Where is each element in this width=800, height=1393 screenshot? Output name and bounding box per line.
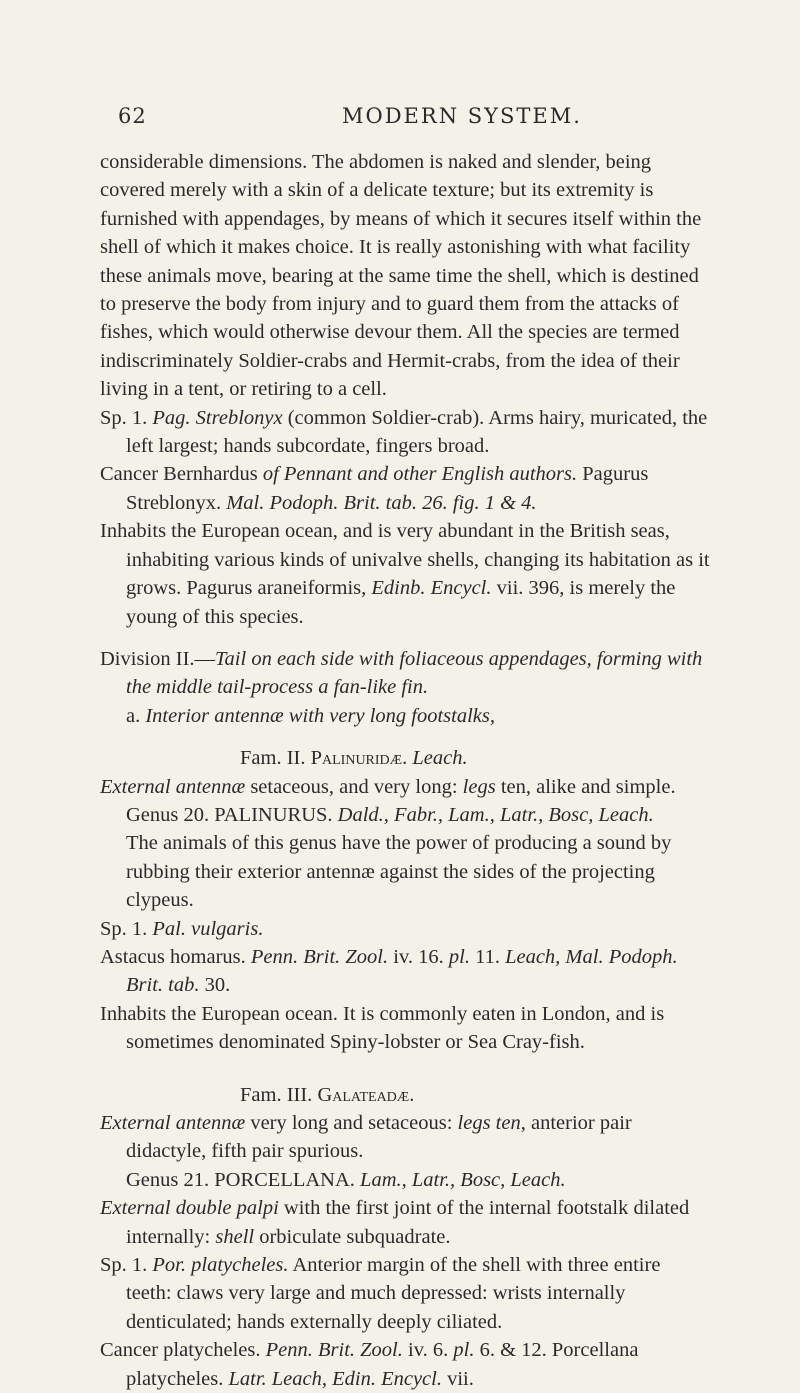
habitat-vulgaris: Inhabits the European ocean. It is commonly eaten in London, and is sometimes denominated Spiny-lobster or Sea Cray-fish.	[100, 1002, 665, 1054]
synonymy-streblonyx: Cancer Bernhardus of Pennant and other English authors. Pagurus Streblonyx. Mal. Podoph. Brit. tab. 26. fig. 1 & 4.	[100, 463, 649, 514]
paragraph-hermit-crabs: considerable dimensions. The abdomen is naked and slender, being covered merely with a skin of a delicate texture; but its extremity is furnished with appendages, by means of which it secures itself within the shell of which it makes choice. It is really astonishing with what facility these animals move, bearing at the same time the shell, which is destined to preserve the body from injury and to guard them from the attacks of fishes, which would otherwise devour them. All the species are termed indiscriminately Soldier-crabs and Hermit-crabs, from the idea of their living in a tent, or retiring to a cell.	[100, 151, 702, 401]
genus-porcellana: Genus 21. PORCELLANA. Lam., Latr., Bosc, Leach.	[126, 1168, 566, 1191]
family-galateadae: Fam. III. Galateadæ.	[240, 1083, 415, 1106]
family-palinuridae-characters: External antennæ setaceous, and very long: legs ten, alike and simple.	[100, 775, 676, 798]
family-galateadae-characters: External antennæ very long and setaceous: legs ten, anterior pair didactyle, fifth pair spurious.	[100, 1112, 632, 1163]
species-platycheles: Sp. 1. Por. platycheles. Anterior margin of the shell with three entire teeth: claws very large and much depressed: wrists internally denticulated; hands externally deeply ciliated.	[100, 1254, 661, 1333]
habitat-streblonyx: Inhabits the European ocean, and is very abundant in the British seas, inhabiting various kinds of univalve shells, changing its habitation as it grows. Pagurus araneiformis, Edinb. Encycl. vii. 396, is merely the young of this species.	[100, 520, 710, 628]
genus-palinurus-description: The animals of this genus have the power of producing a sound by rubbing their exterior antennæ against the sides of the projecting clypeus.	[126, 832, 672, 912]
genus-porcellana-characters: External double palpi with the first joint of the internal footstalk dilated internally: shell orbiculate subquadrate.	[100, 1197, 690, 1248]
family-palinuridae: Fam. II. Palinuridæ. Leach.	[240, 747, 468, 770]
synonymy-platycheles: Cancer platycheles. Penn. Brit. Zool. iv. 6. pl. 6. & 12. Porcellana platycheles. Latr. Leach, Edin. Encycl. vii.	[100, 1339, 639, 1390]
species-streblonyx: Sp. 1. Pag. Streblonyx (common Soldier-crab). Arms hairy, muricated, the left largest; hands subcordate, fingers broad.	[100, 406, 708, 458]
spacer	[100, 631, 710, 645]
spacer	[100, 730, 710, 744]
division-two-heading: Division II.—Tail on each side with foliaceous appendages, forming with the middle tail-process a fan-like fin.	[100, 647, 703, 699]
page-body	[100, 148, 710, 1393]
synonymy-vulgaris: Astacus homarus. Penn. Brit. Zool. iv. 16. pl. 11. Leach, Mal. Podoph. Brit. tab. 30.	[100, 945, 678, 997]
genus-palinurus: Genus 20. PALINURUS. Dald., Fabr., Lam., Latr., Bosc, Leach.	[126, 803, 654, 826]
page-number: 62	[118, 104, 147, 128]
spacer	[100, 1057, 710, 1081]
running-title: MODERN SYSTEM.	[342, 104, 582, 128]
species-vulgaris: Sp. 1. Pal. vulgaris.	[100, 917, 264, 940]
subdivision-a: a. Interior antennæ with very long footstalks,	[126, 704, 495, 727]
